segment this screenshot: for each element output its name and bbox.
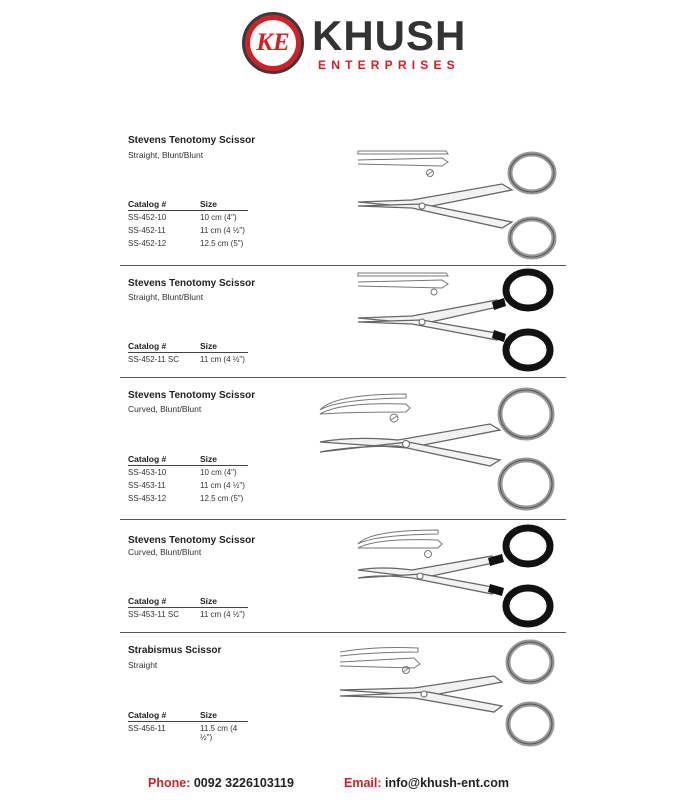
size-value: 11 cm (4 ½") bbox=[200, 226, 245, 235]
catalog-number: SS-453-10 bbox=[128, 468, 167, 477]
section-divider bbox=[120, 377, 566, 378]
table-row bbox=[128, 213, 250, 225]
table-row bbox=[128, 355, 250, 367]
product-title: Stevens Tenotomy Scissor bbox=[128, 278, 256, 289]
email-label: Email: bbox=[344, 776, 382, 790]
phone-number[interactable]: 0092 3226103119 bbox=[193, 776, 294, 790]
size-header: Size bbox=[200, 710, 218, 720]
section-divider bbox=[120, 519, 566, 520]
catalog-number: SS-452-11 bbox=[128, 226, 166, 235]
size-value: 12.5 cm (5") bbox=[200, 494, 244, 503]
catalog-header: Catalog # bbox=[128, 710, 167, 720]
product-title: Strabismus Scissor bbox=[128, 645, 222, 656]
table-row bbox=[128, 239, 250, 251]
table-row bbox=[128, 468, 250, 480]
catalog-header: Catalog # bbox=[128, 199, 167, 209]
product-subtitle: Straight, Blunt/Blunt bbox=[128, 292, 204, 302]
product-subtitle: Straight bbox=[128, 660, 158, 670]
table-rule bbox=[128, 352, 248, 353]
product-title: Stevens Tenotomy Scissor bbox=[128, 535, 256, 546]
strabismus-scissor-image bbox=[334, 638, 566, 750]
catalog-number: SS-452-11 SC bbox=[128, 355, 179, 364]
product-title: Stevens Tenotomy Scissor bbox=[128, 390, 256, 401]
catalog-number: SS-453-11 SC bbox=[128, 610, 179, 619]
section-divider bbox=[120, 632, 566, 633]
size-header: Size bbox=[200, 199, 218, 209]
size-value: 10 cm (4") bbox=[200, 468, 237, 477]
catalog-number: SS-452-12 bbox=[128, 239, 167, 248]
size-header: Size bbox=[200, 341, 218, 351]
size-value: 11.5 cm (4 ½") bbox=[200, 724, 238, 742]
table-rule bbox=[128, 210, 248, 211]
email-address[interactable]: info@khush-ent.com bbox=[385, 776, 509, 790]
size-value: 11 cm (4 ½") bbox=[200, 610, 245, 619]
table-rule bbox=[128, 465, 248, 466]
size-header: Size bbox=[200, 454, 218, 464]
product-subtitle: Curved, Blunt/Blunt bbox=[128, 404, 202, 414]
table-rule bbox=[128, 607, 248, 608]
table-row bbox=[128, 481, 250, 493]
product-title: Stevens Tenotomy Scissor bbox=[128, 135, 256, 146]
catalog-header: Catalog # bbox=[128, 454, 167, 464]
section-divider bbox=[120, 265, 566, 266]
table-rule bbox=[128, 721, 248, 722]
catalog-number: SS-456-11 bbox=[128, 724, 166, 733]
catalog-number: SS-452-10 bbox=[128, 213, 167, 222]
logo-tagline: ENTERPRISES bbox=[318, 58, 460, 72]
company-logo bbox=[242, 12, 467, 78]
product-subtitle: Straight, Blunt/Blunt bbox=[128, 150, 204, 160]
scissor-straight-image bbox=[352, 146, 567, 262]
table-row bbox=[128, 610, 250, 622]
catalog-number: SS-453-12 bbox=[128, 494, 167, 503]
table-row bbox=[128, 494, 250, 506]
size-header: Size bbox=[200, 596, 218, 606]
scissor-black-handle-image bbox=[352, 268, 567, 374]
logo-company-name: KHUSH bbox=[312, 12, 467, 59]
logo-mark: KE bbox=[250, 20, 296, 66]
logo-emblem bbox=[242, 12, 304, 74]
catalog-header: Catalog # bbox=[128, 341, 167, 351]
footer-email bbox=[344, 776, 509, 790]
catalog-header: Catalog # bbox=[128, 596, 167, 606]
table-row bbox=[128, 724, 250, 742]
footer-phone bbox=[148, 776, 294, 790]
phone-label: Phone: bbox=[148, 776, 191, 790]
size-value: 11 cm (4 ½") bbox=[200, 355, 245, 364]
scissor-curved-image bbox=[314, 384, 568, 514]
size-value: 10 cm (4") bbox=[200, 213, 237, 222]
catalog-number: SS-453-11 bbox=[128, 481, 166, 490]
size-value: 12.5 cm (5") bbox=[200, 239, 244, 248]
product-subtitle: Curved, Blunt/Blunt bbox=[128, 547, 202, 557]
scissor-curved-black-handle-image bbox=[352, 522, 567, 630]
table-row bbox=[128, 226, 250, 238]
size-value: 11 cm (4 ½") bbox=[200, 481, 245, 490]
